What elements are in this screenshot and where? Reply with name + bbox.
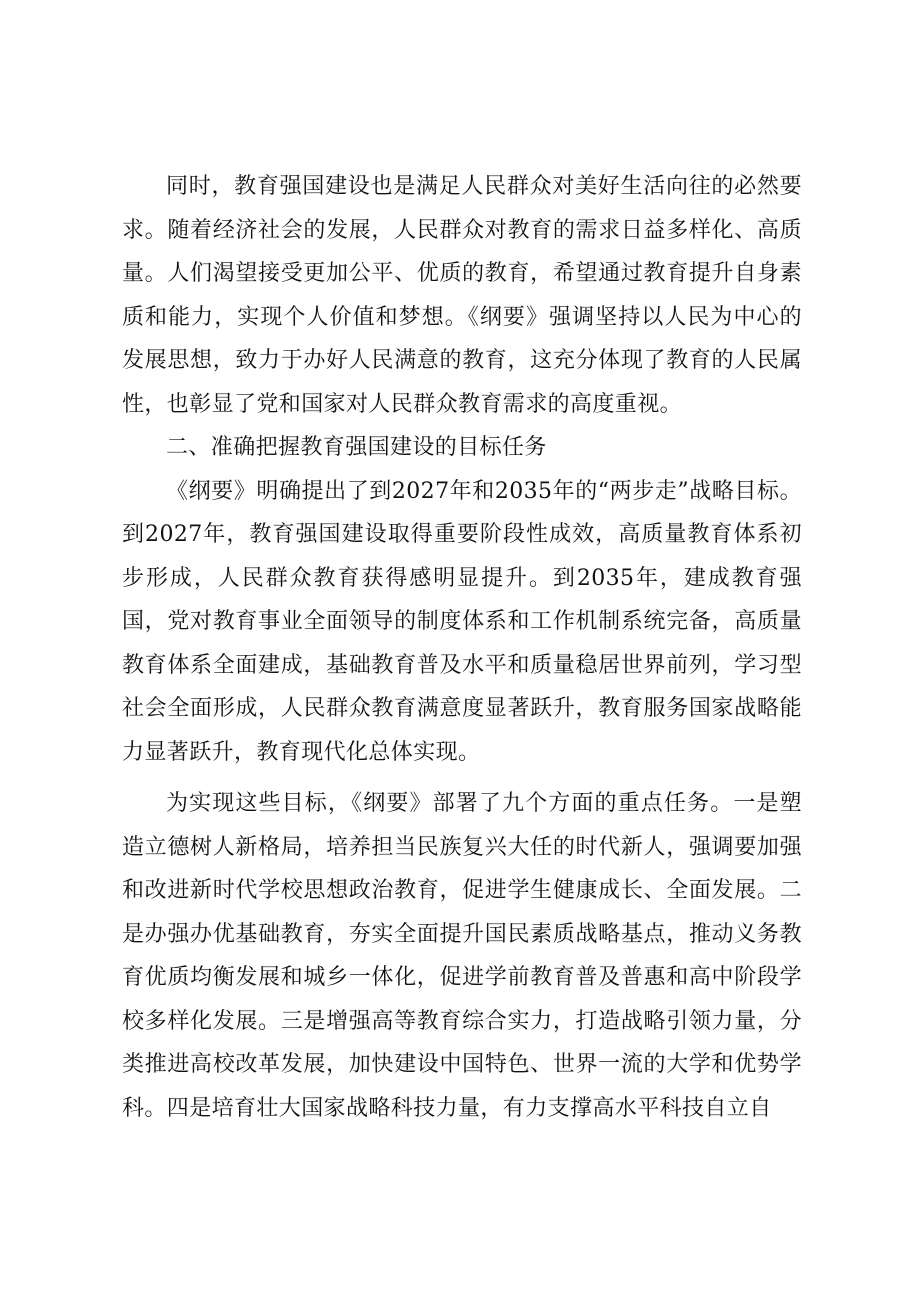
paragraph-two-step-goals: 《纲要》明确提出了到2027年和2035年的“两步走”战略目标。到2027年，教育强国建设取得重要阶段性成效，高质量教育体系初步形成，人民群众教育获得感明显提升。到2035年，建成教育强国，党对教育事业全面领导的制度体系和工作机制系统完备，高质量教育体系全面建成，基础教育普及水平和质量稳居世界前列，学习型社会全面形成，人民群众教育满意度显著跃升，教育服务国家战略能力显著跃升，教育现代化总体实现。 — [122, 478, 802, 765]
paragraph-spacer — [122, 774, 802, 782]
paragraph-key-tasks: 为实现这些目标，《纲要》部署了九个方面的重点任务。一是塑造立德树人新格局，培养担当民族复兴大任的时代新人，强调要加强和改进新时代学校思想政治教育，促进学生健康成长、全面发展。二是办强办优基础教育，夯实全面提升国民素质战略基点，推动义务教育优质均衡发展和城乡一体化，促进学前教育普及普惠和高中阶段学校多样化发展。三是增强高等教育综合实力，打造战略引领力量，分类推进高校改革发展，加快建设中国特色、世界一流的大学和优势学科。四是培育壮大国家战略科技力量，有力支撑高水平科技自立自 — [122, 791, 802, 1121]
section-heading-two: 二、准确把握教育强国建设的目标任务 — [166, 435, 547, 460]
document-body — [122, 165, 802, 1130]
paragraph-education-people: 同时，教育强国建设也是满足人民群众对美好生活向往的必然要求。随着经济社会的发展，人民群众对教育的需求日益多样化、高质量。人们渴望接受更加公平、优质的教育，希望通过教育提升自身素质和能力，实现个人价值和梦想。《纲要》强调坚持以人民为中心的发展思想，致力于办好人民满意的教育，这充分体现了教育的人民属性，也彰显了党和国家对人民群众教育需求的高度重视。 — [122, 174, 802, 417]
